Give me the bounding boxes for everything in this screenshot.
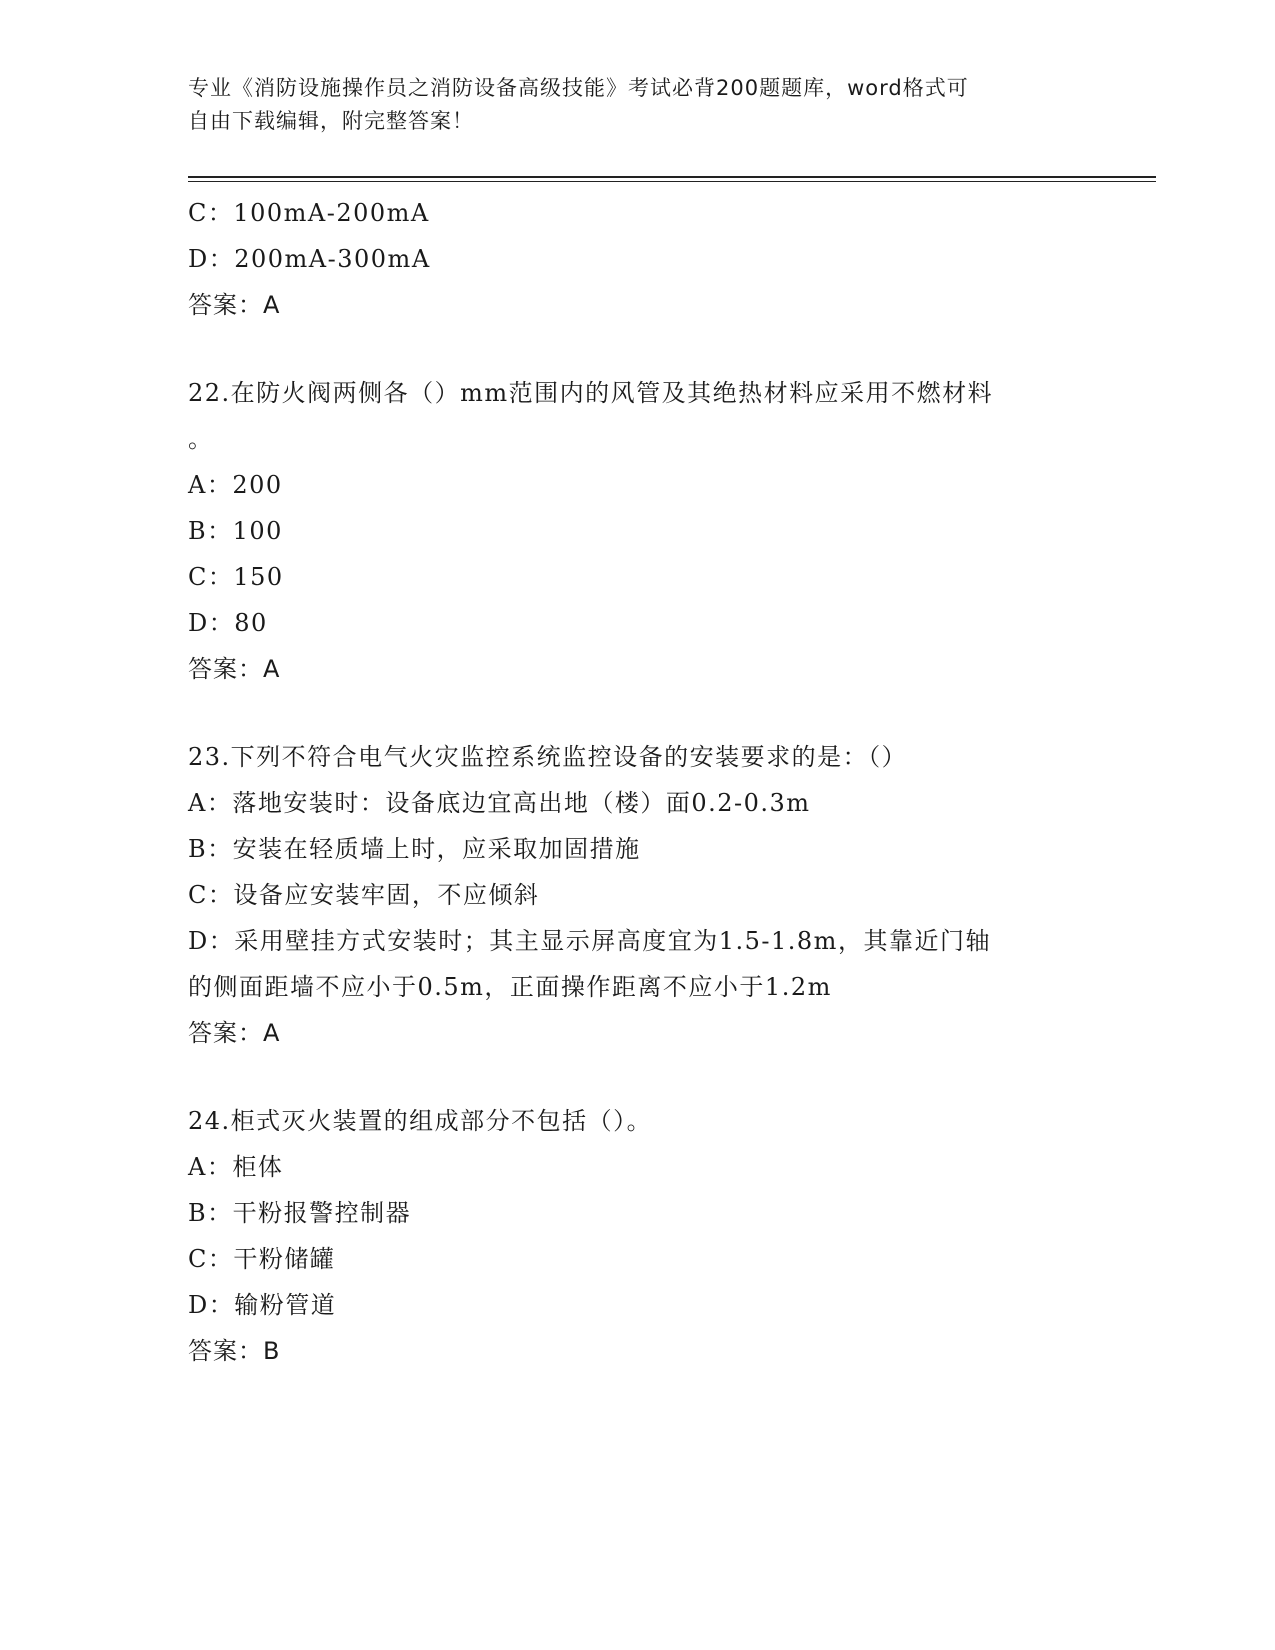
answer: 答案：A: [188, 291, 281, 319]
option-b: B：100: [188, 517, 283, 545]
option-b: B：安装在轻质墙上时，应采取加固措施: [188, 835, 641, 863]
option-a: A：200: [188, 471, 283, 499]
question-stem-line: 22.在防火阀两侧各（）mm范围内的风管及其绝热材料应采用不燃材料: [188, 379, 994, 407]
question-stem: 24.柜式灭火装置的组成部分不包括（）。: [188, 1107, 653, 1135]
answer: 答案：A: [188, 1019, 281, 1047]
option-c: C：100mA-200mA: [188, 199, 430, 227]
question-stem-line: 。: [188, 425, 214, 453]
option-d: D：200mA-300mA: [188, 245, 431, 273]
question-24: [188, 1098, 1088, 1374]
option-d-continued: 的侧面距墙不应小于0.5m，正面操作距离不应小于1.2m: [188, 973, 832, 1001]
question-stem: 23.下列不符合电气火灾监控系统监控设备的安装要求的是：（）: [188, 743, 908, 771]
carryover-question: [188, 190, 1088, 328]
option-d: D：采用壁挂方式安装时；其主显示屏高度宜为1.5-1.8m，其靠近门轴: [188, 927, 991, 955]
option-c: C：150: [188, 563, 284, 591]
option-c: C：设备应安装牢固，不应倾斜: [188, 881, 540, 909]
option-d: D：输粉管道: [188, 1291, 337, 1319]
document-header: [188, 72, 1088, 138]
answer: 答案：B: [188, 1337, 281, 1365]
header-line-2: 自由下载编辑，附完整答案！: [188, 109, 474, 133]
header-rule-thick: [188, 176, 1156, 178]
question-stem: [188, 370, 1088, 462]
option-a: A：柜体: [188, 1153, 284, 1181]
question-23: [188, 734, 1088, 1056]
option-a: A：落地安装时：设备底边宜高出地（楼）面0.2-0.3m: [188, 789, 811, 817]
question-22: [188, 370, 1088, 692]
option-d: D：80: [188, 609, 268, 637]
header-rule-thin: [188, 181, 1156, 182]
option-b: B：干粉报警控制器: [188, 1199, 412, 1227]
answer: 答案：A: [188, 655, 281, 683]
document-body: [188, 190, 1088, 1374]
option-c: C：干粉储罐: [188, 1245, 336, 1273]
header-line-1: 专业《消防设施操作员之消防设备高级技能》考试必背200题题库，word格式可: [188, 76, 969, 100]
